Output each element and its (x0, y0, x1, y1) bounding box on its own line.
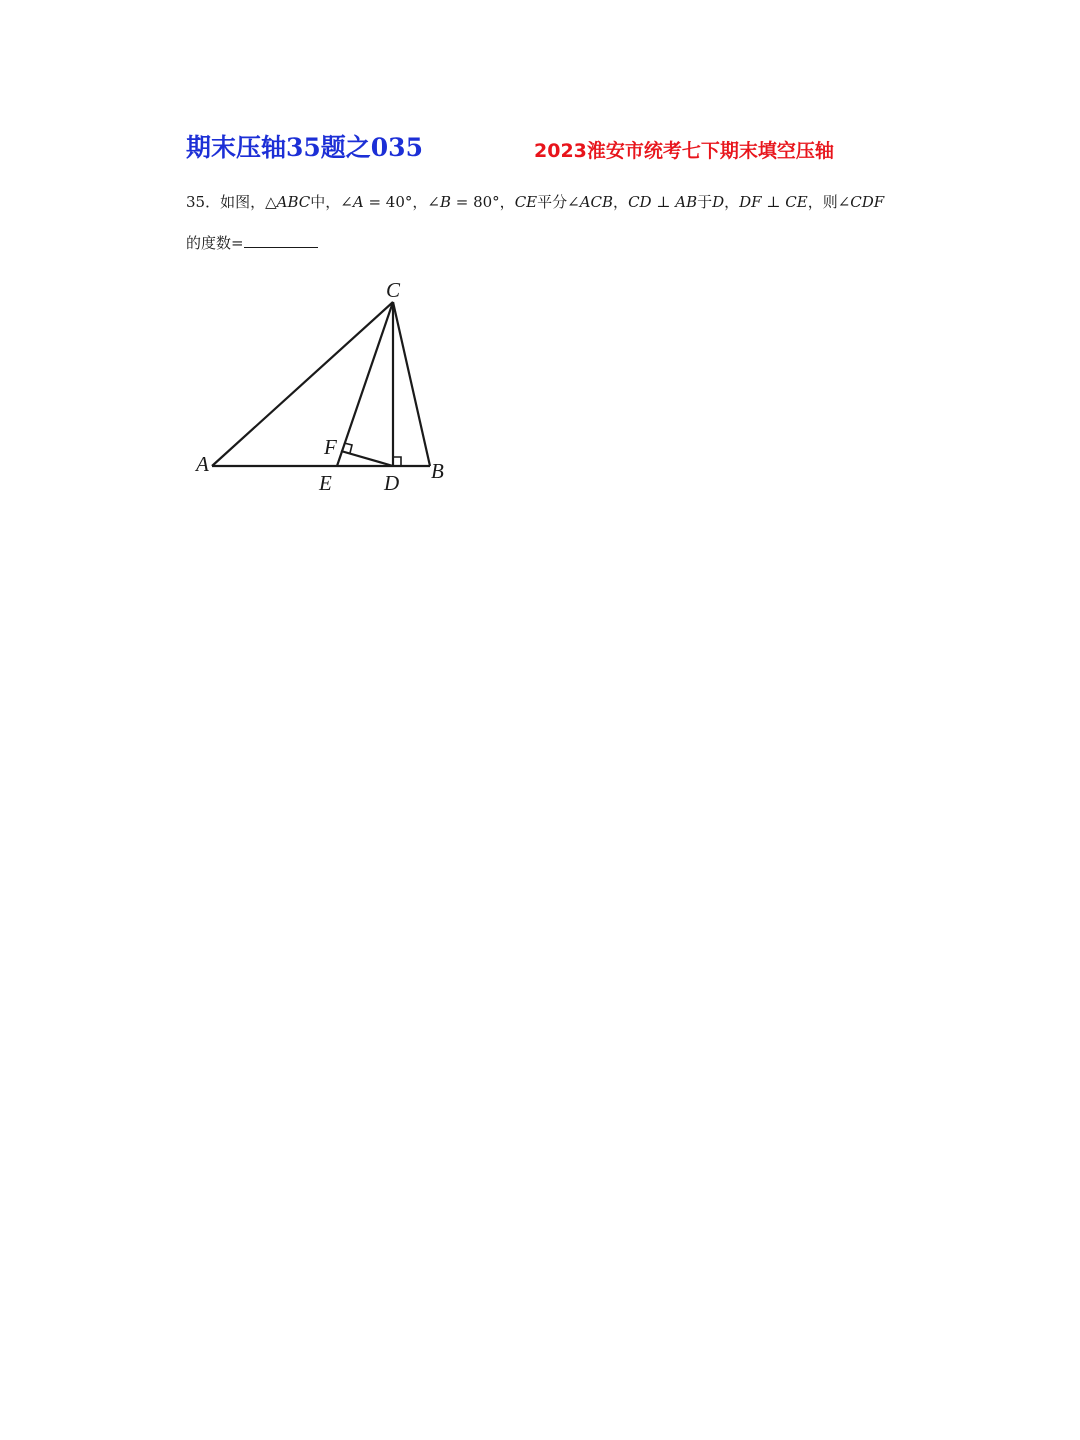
math-abc: ABC (276, 193, 311, 211)
document-subtitle: 2023淮安市统考七下期末填空压轴 (534, 140, 834, 162)
math-ce: CE (785, 193, 808, 211)
problem-text: = 40°，∠ (363, 193, 440, 211)
problem-line-2 (186, 223, 916, 264)
label-point-d: D (384, 471, 400, 495)
document-title: 期末压轴35题之035 (186, 133, 423, 162)
math-cdf: CDF (850, 193, 885, 211)
math-a: A (352, 193, 364, 211)
label-point-a: A (196, 452, 209, 476)
right-angle-mark-d (393, 457, 401, 466)
problem-number: 35． (186, 193, 221, 211)
problem-text: ⊥ (761, 193, 786, 211)
problem-text: ⊥ (651, 193, 676, 211)
problem-text: 于 (697, 193, 713, 211)
problem-text: 的度数= (186, 234, 244, 252)
segment-bc (393, 302, 430, 466)
math-b: B (439, 193, 451, 211)
problem-statement (186, 182, 916, 264)
problem-line-1 (186, 182, 916, 223)
problem-text: = 80°， (450, 193, 515, 211)
label-point-c: C (386, 278, 401, 302)
problem-text: 中，∠ (310, 193, 353, 211)
geometry-figure (190, 270, 460, 500)
math-cd: CD (628, 193, 652, 211)
math-df: DF (739, 193, 762, 211)
problem-text: ，则∠ (807, 193, 851, 211)
label-point-f: F (324, 435, 337, 459)
math-acb: ACB (579, 193, 614, 211)
segment-df (341, 451, 393, 466)
math-d: D (712, 193, 725, 211)
math-ab: AB (675, 193, 698, 211)
problem-text: 平分∠ (537, 193, 580, 211)
label-point-e: E (319, 471, 332, 495)
label-point-b: B (431, 459, 444, 483)
problem-text: 如图，△ (220, 193, 277, 211)
problem-text: ， (613, 193, 629, 211)
math-ce: CE (514, 193, 538, 211)
answer-blank (244, 233, 318, 248)
problem-text: ， (724, 193, 740, 211)
